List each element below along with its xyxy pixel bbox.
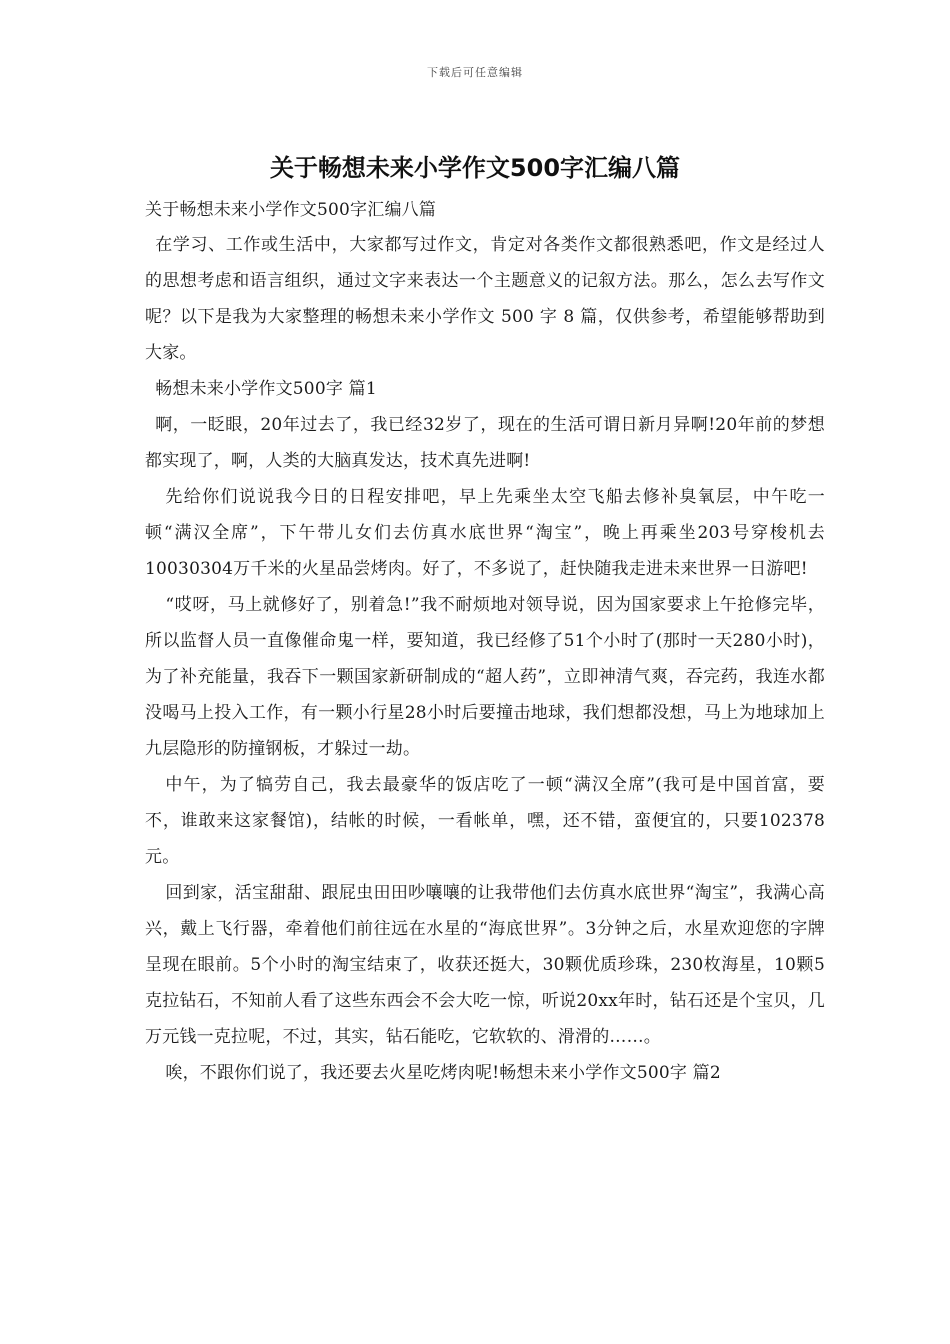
- section-heading: 畅想未来小学作文500字 篇1: [155, 379, 377, 399]
- document-title: 关于畅想未来小学作文500字汇编八篇: [269, 154, 681, 182]
- header-note: 下载后可任意编辑: [427, 66, 523, 79]
- body-paragraph: 中午，为了犒劳自己，我去最豪华的饭店吃了一顿“满汉全席”(我可是中国首富，要不，谁敢来这家餐馆)，结帐的时候，一看帐单，嘿，还不错，蛮便宜的，只要102378元。: [145, 775, 825, 867]
- document-body: [145, 193, 825, 1091]
- subtitle-line: 关于畅想未来小学作文500字汇编八篇: [145, 200, 437, 220]
- body-paragraph: 唉，不跟你们说了，我还要去火星吃烤肉呢!畅想未来小学作文500字 篇2: [165, 1063, 721, 1083]
- body-paragraph: 先给你们说说我今日的日程安排吧，早上先乘坐太空飞船去修补臭氧层，中午吃一顿“满汉全席”，下午带儿女们去仿真水底世界“淘宝”，晚上再乘坐203号穿梭机去10030304万千米的火星品尝烤肉。好了，不多说了，赶快随我走进未来世界一日游吧!: [145, 487, 825, 579]
- body-paragraph: 啊，一眨眼，20年过去了，我已经32岁了，现在的生活可谓日新月异啊!20年前的梦想都实现了，啊，人类的大脑真发达，技术真先进啊!: [145, 415, 825, 471]
- body-paragraph: “哎呀，马上就修好了，别着急!”我不耐烦地对领导说，因为国家要求上午抢修完毕，所以监督人员一直像催命鬼一样，要知道，我已经修了51个小时了(那时一天280小时)，为了补充能量，我吞下一颗国家新研制成的“超人药”，立即神清气爽，吞完药，我连水都没喝马上投入工作，有一颗小行星28小时后要撞击地球，我们想都没想，马上为地球加上九层隐形的防撞钢板，才躲过一劫。: [145, 595, 825, 759]
- intro-paragraph: 在学习、工作或生活中，大家都写过作文，肯定对各类作文都很熟悉吧，作文是经过人的思想考虑和语言组织，通过文字来表达一个主题意义的记叙方法。那么，怎么去写作文呢？以下是我为大家整理的畅想未来小学作文 500 字 8 篇，仅供参考，希望能够帮助到大家。: [145, 235, 825, 363]
- body-paragraph: 回到家，活宝甜甜、跟屁虫田田吵嚷嚷的让我带他们去仿真水底世界“淘宝”，我满心高兴，戴上飞行器，牵着他们前往远在水星的“海底世界”。3分钟之后，水星欢迎您的字牌呈现在眼前。5个小时的淘宝结束了，收获还挺大，30颗优质珍珠，230枚海星，10颗5克拉钻石，不知前人看了这些东西会不会大吃一惊，听说20xx年时，钻石还是个宝贝，几万元钱一克拉呢，不过，其实，钻石能吃，它软软的、滑滑的……。: [145, 883, 825, 1047]
